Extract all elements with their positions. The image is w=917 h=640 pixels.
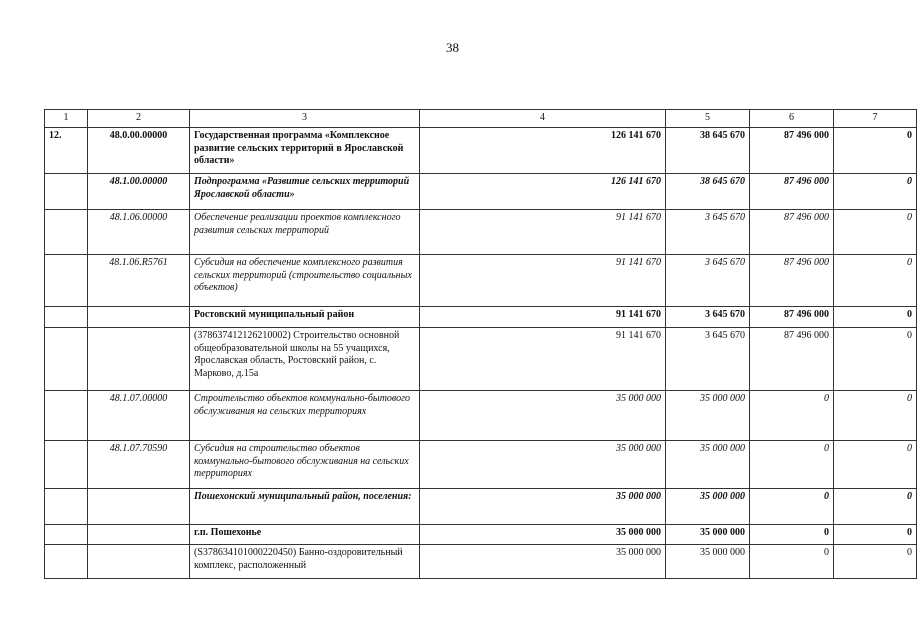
total-cell: 35 000 000	[420, 489, 666, 525]
name-cell: г.п. Пошехонье	[190, 525, 420, 545]
value-cell: 87 496 000	[750, 210, 834, 255]
table-row	[45, 210, 917, 255]
value-cell: 35 000 000	[666, 441, 750, 489]
row-number-cell	[45, 210, 88, 255]
total-cell: 91 141 670	[420, 255, 666, 307]
budget-table	[44, 109, 917, 579]
total-cell: 126 141 670	[420, 128, 666, 174]
name-cell: Пошехонский муниципальный район, поселения:	[190, 489, 420, 525]
table-row	[45, 307, 917, 328]
total-cell: 35 000 000	[420, 525, 666, 545]
code-cell	[88, 545, 190, 579]
value-cell: 0	[834, 545, 917, 579]
table-row	[45, 545, 917, 579]
value-cell: 3 645 670	[666, 210, 750, 255]
value-cell: 35 000 000	[666, 525, 750, 545]
value-cell: 0	[750, 545, 834, 579]
row-number-cell	[45, 441, 88, 489]
column-header: 1	[45, 110, 88, 128]
table-row	[45, 174, 917, 210]
row-number-cell	[45, 525, 88, 545]
column-header: 6	[750, 110, 834, 128]
total-cell: 126 141 670	[420, 174, 666, 210]
column-header: 3	[190, 110, 420, 128]
row-number-cell	[45, 489, 88, 525]
table-row	[45, 489, 917, 525]
value-cell: 38 645 670	[666, 174, 750, 210]
column-header: 2	[88, 110, 190, 128]
value-cell: 35 000 000	[666, 489, 750, 525]
value-cell: 87 496 000	[750, 174, 834, 210]
row-number-cell	[45, 174, 88, 210]
value-cell: 0	[834, 441, 917, 489]
value-cell: 3 645 670	[666, 328, 750, 391]
column-header: 7	[834, 110, 917, 128]
row-number-cell	[45, 307, 88, 328]
row-number-cell: 12.	[45, 128, 88, 174]
value-cell: 35 000 000	[666, 391, 750, 441]
total-cell: 35 000 000	[420, 391, 666, 441]
row-number-cell	[45, 328, 88, 391]
table-row	[45, 328, 917, 391]
value-cell: 0	[834, 328, 917, 391]
table-row	[45, 441, 917, 489]
name-cell: Подпрограмма «Развитие сельских территорий Ярославской области»	[190, 174, 420, 210]
value-cell: 87 496 000	[750, 328, 834, 391]
total-cell: 91 141 670	[420, 328, 666, 391]
code-cell: 48.0.00.00000	[88, 128, 190, 174]
value-cell: 0	[750, 525, 834, 545]
total-cell: 91 141 670	[420, 307, 666, 328]
table-row	[45, 391, 917, 441]
column-header: 4	[420, 110, 666, 128]
page-number: 38	[446, 40, 459, 55]
value-cell: 87 496 000	[750, 255, 834, 307]
value-cell: 0	[834, 525, 917, 545]
code-cell	[88, 328, 190, 391]
total-cell: 91 141 670	[420, 210, 666, 255]
column-header: 5	[666, 110, 750, 128]
value-cell: 0	[750, 489, 834, 525]
value-cell: 0	[834, 128, 917, 174]
value-cell: 3 645 670	[666, 255, 750, 307]
value-cell: 0	[834, 489, 917, 525]
code-cell	[88, 489, 190, 525]
table-row	[45, 525, 917, 545]
value-cell: 0	[834, 210, 917, 255]
total-cell: 35 000 000	[420, 441, 666, 489]
code-cell: 48.1.07.70590	[88, 441, 190, 489]
name-cell: Субсидия на обеспечение комплексного развития сельских территорий (строительство социальных объектов)	[190, 255, 420, 307]
code-cell: 48.1.06.00000	[88, 210, 190, 255]
code-cell: 48.1.07.00000	[88, 391, 190, 441]
value-cell: 87 496 000	[750, 128, 834, 174]
value-cell: 35 000 000	[666, 545, 750, 579]
row-number-cell	[45, 545, 88, 579]
name-cell: Государственная программа «Комплексное развитие сельских территорий в Ярославской области»	[190, 128, 420, 174]
row-number-cell	[45, 391, 88, 441]
code-cell: 48.1.06.R5761	[88, 255, 190, 307]
value-cell: 87 496 000	[750, 307, 834, 328]
name-cell: Строительство объектов коммунально-бытового обслуживания на сельских территориях	[190, 391, 420, 441]
value-cell: 0	[834, 391, 917, 441]
code-cell	[88, 525, 190, 545]
value-cell: 3 645 670	[666, 307, 750, 328]
table-row	[45, 128, 917, 174]
code-cell	[88, 307, 190, 328]
value-cell: 38 645 670	[666, 128, 750, 174]
value-cell: 0	[834, 307, 917, 328]
name-cell: (S378634101000220450) Банно-оздоровительный комплекс, расположенный	[190, 545, 420, 579]
code-cell: 48.1.00.00000	[88, 174, 190, 210]
name-cell: Ростовский муниципальный район	[190, 307, 420, 328]
name-cell: (378637412126210002) Строительство основной общеобразовательной школы на 55 учащихся, Ярославская область, Ростовский район, с. Марково, д.15а	[190, 328, 420, 391]
column-number-row	[45, 110, 917, 128]
value-cell: 0	[750, 441, 834, 489]
name-cell: Субсидия на строительство объектов коммунально-бытового обслуживания на сельских территориях	[190, 441, 420, 489]
row-number-cell	[45, 255, 88, 307]
value-cell: 0	[834, 255, 917, 307]
name-cell: Обеспечение реализации проектов комплексного развития сельских территорий	[190, 210, 420, 255]
value-cell: 0	[834, 174, 917, 210]
table-row	[45, 255, 917, 307]
value-cell: 0	[750, 391, 834, 441]
total-cell: 35 000 000	[420, 545, 666, 579]
